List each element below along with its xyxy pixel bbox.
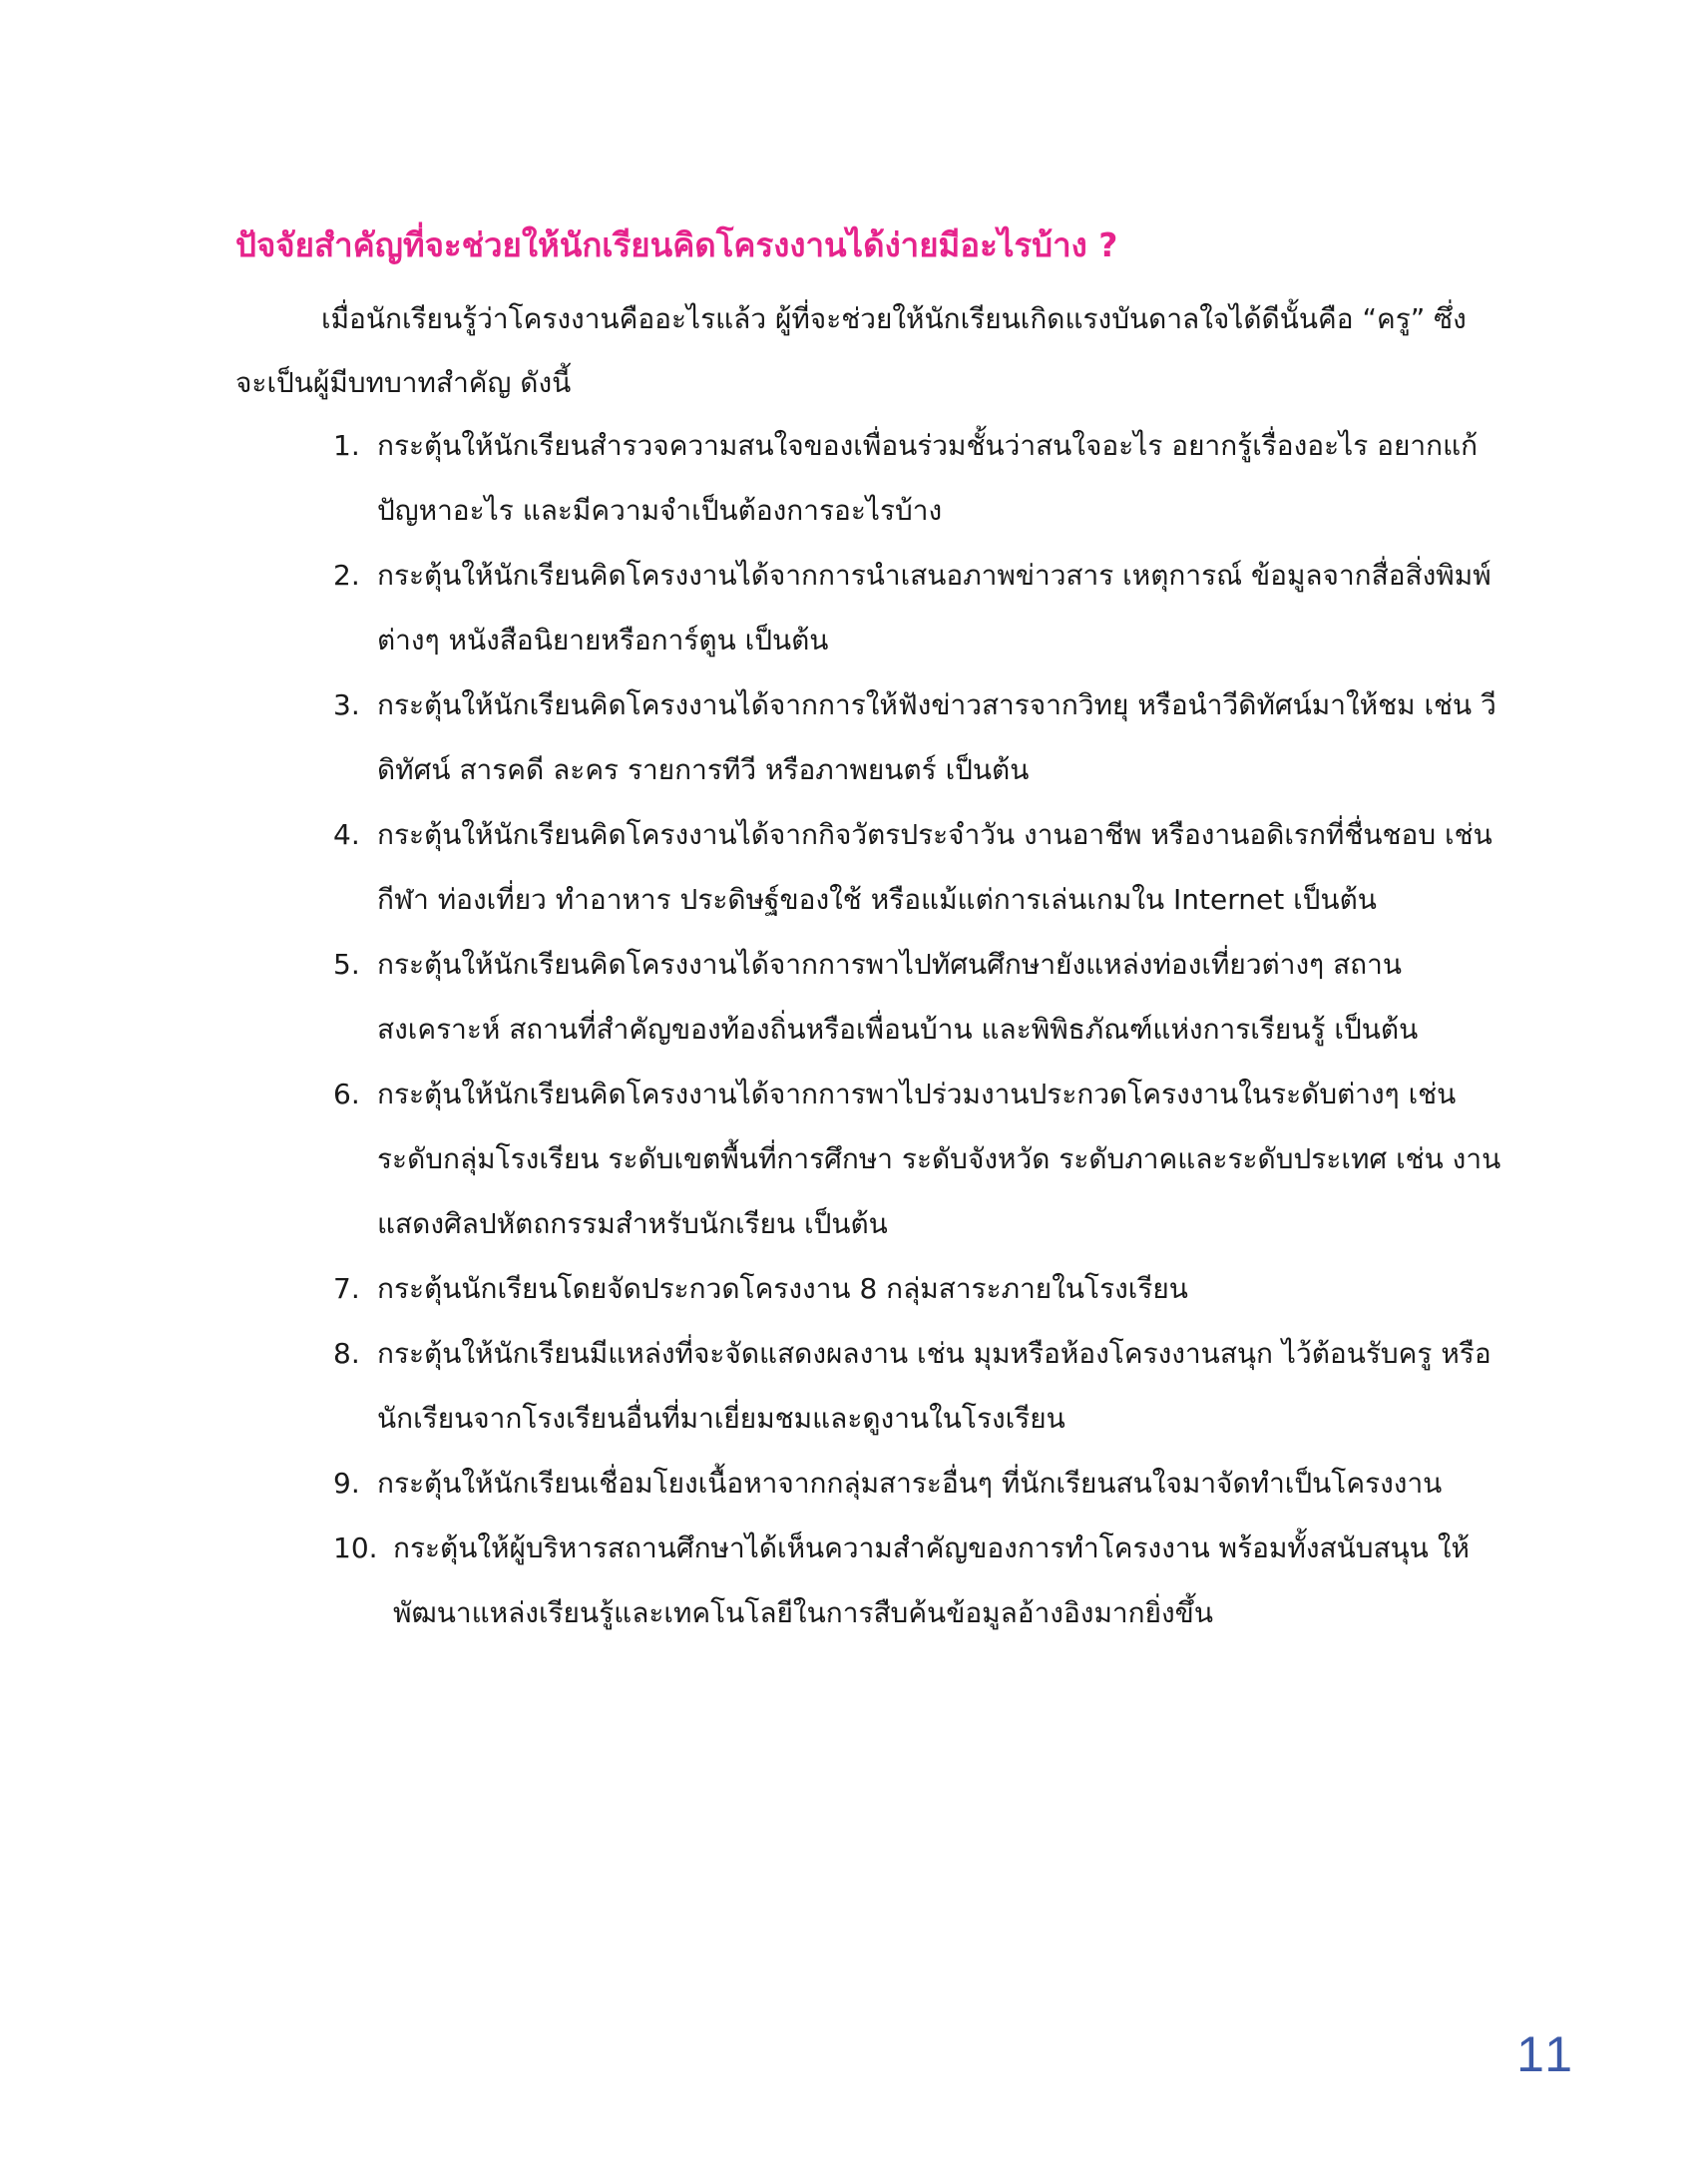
item-text: กระตุ้นให้นักเรียนคิดโครงงานได้จากการให้ฟังข่าวสารจากวิทยุ หรือนำวีดิทัศน์มาให้ชม เช่น วีดิทัศน์ สารคดี ละคร รายการทีวี หรือภาพยนตร์ เป็นต้น xyxy=(377,688,1496,786)
item-number: 10. xyxy=(333,1531,378,1564)
intro-paragraph: เมื่อนักเรียนรู้ว่าโครงงานคืออะไรแล้ว ผู้ที่จะช่วยให้นักเรียนเกิดแรงบันดาลใจได้ดีนั้นคือ “ครู” ซึ่งจะเป็นผู้มีบทบาทสำคัญ ดังนี้ xyxy=(235,302,1467,399)
item-number: 3. xyxy=(333,688,360,721)
list-item xyxy=(333,413,1510,543)
item-number: 2. xyxy=(333,559,360,592)
item-number: 7. xyxy=(333,1272,360,1305)
item-text: กระตุ้นให้นักเรียนคิดโครงงานได้จากการพาไปร่วมงานประกวดโครงงานในระดับต่างๆ เช่น ระดับกลุ่มโรงเรียน ระดับเขตพื้นที่การศึกษา ระดับจังหวัด ระดับภาคและระดับประเทศ เช่น งานแสดงศิลปหัตถกรรมสำหรับนักเรียน เป็นต้น xyxy=(377,1078,1501,1240)
item-text: กระตุ้นให้นักเรียนคิดโครงงานได้จากการพาไปทัศนศึกษายังแหล่งท่องเที่ยวต่างๆ สถานสงเคราะห์ สถานที่สำคัญของท้องถิ่นหรือเพื่อนบ้าน และพิพิธภัณฑ์แห่งการเรียนรู้ เป็นต้น xyxy=(377,948,1419,1046)
item-number: 8. xyxy=(333,1337,360,1370)
list-item xyxy=(333,543,1510,672)
item-text: กระตุ้นนักเรียนโดยจัดประกวดโครงงาน 8 กลุ่มสาระภายในโรงเรียน xyxy=(377,1272,1188,1305)
list-item xyxy=(333,672,1510,802)
list-item xyxy=(333,1451,1510,1516)
item-number: 6. xyxy=(333,1078,360,1110)
section-heading: ปัจจัยสำคัญที่จะช่วยให้นักเรียนคิดโครงงานได้ง่ายมีอะไรบ้าง ? xyxy=(235,225,1118,264)
item-text: กระตุ้นให้นักเรียนสำรวจความสนใจของเพื่อนร่วมชั้นว่าสนใจอะไร อยากรู้เรื่องอะไร อยากแก้ปัญหาอะไร และมีความจำเป็นต้องการอะไรบ้าง xyxy=(377,429,1479,527)
item-number: 9. xyxy=(333,1467,360,1500)
item-text: กระตุ้นให้นักเรียนมีแหล่งที่จะจัดแสดงผลงาน เช่น มุมหรือห้องโครงงานสนุก ไว้ต้อนรับครู หรือนักเรียนจากโรงเรียนอื่นที่มาเยี่ยมชมและดูงานในโรงเรียน xyxy=(377,1337,1491,1435)
item-text: กระตุ้นให้นักเรียนคิดโครงงานได้จากการนำเสนอภาพข่าวสาร เหตุการณ์ ข้อมูลจากสื่อสิ่งพิมพ์ต่างๆ หนังสือนิยายหรือการ์ตูน เป็นต้น xyxy=(377,559,1491,656)
item-text: กระตุ้นให้ผู้บริหารสถานศึกษาได้เห็นความสำคัญของการทำโครงงาน พร้อมทั้งสนับสนุน ให้พัฒนาแหล่งเรียนรู้และเทคโนโลยีในการสืบค้นข้อมูลอ้างอิงมากยิ่งขึ้น xyxy=(393,1531,1470,1629)
factor-list xyxy=(333,413,1510,1645)
item-number: 5. xyxy=(333,948,360,981)
item-text: กระตุ้นให้นักเรียนเชื่อมโยงเนื้อหาจากกลุ่มสาระอื่นๆ ที่นักเรียนสนใจมาจัดทำเป็นโครงงาน xyxy=(377,1467,1443,1500)
list-item xyxy=(333,932,1510,1062)
list-item xyxy=(333,1516,1510,1645)
page-number: 11 xyxy=(1516,2026,1576,2082)
list-item xyxy=(333,1321,1510,1451)
item-number: 1. xyxy=(333,429,360,462)
item-text: กระตุ้นให้นักเรียนคิดโครงงานได้จากกิจวัตรประจำวัน งานอาชีพ หรืองานอดิเรกที่ชื่นชอบ เช่น กีฬา ท่องเที่ยว ทำอาหาร ประดิษฐ์ของใช้ หรือแม้แต่การเล่นเกมใน Internet เป็นต้น xyxy=(377,818,1492,916)
list-item xyxy=(333,1062,1510,1256)
item-number: 4. xyxy=(333,818,360,851)
list-item xyxy=(333,802,1510,932)
list-item xyxy=(333,1256,1510,1321)
